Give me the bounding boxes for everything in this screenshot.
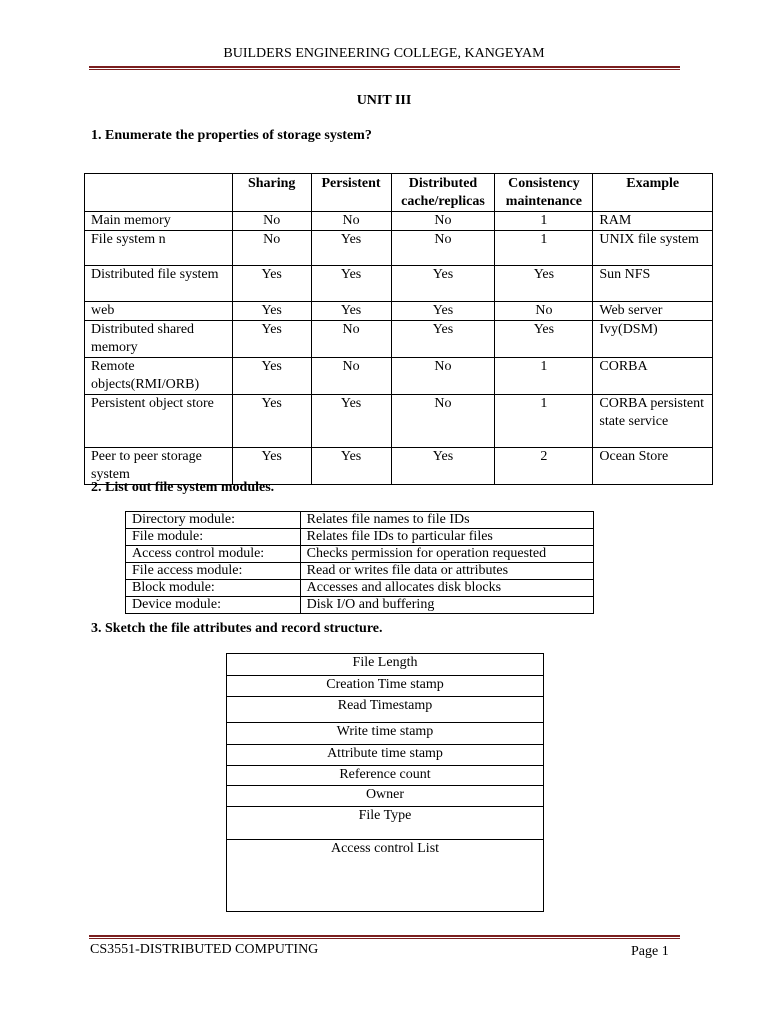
table-row (85, 212, 713, 231)
table-row (227, 723, 544, 745)
table-cell: Sun NFS (593, 266, 713, 302)
module-description: Accesses and allocates disk blocks (300, 580, 593, 597)
table-cell: No (311, 358, 391, 395)
column-header: Distributed cache/replicas (391, 174, 495, 212)
table-cell: Yes (232, 448, 311, 485)
attribute-cell: Attribute time stamp (227, 745, 544, 766)
table-cell: Yes (232, 266, 311, 302)
module-description: Checks permission for operation requested (300, 546, 593, 563)
table-cell: Persistent object store (85, 395, 233, 448)
module-name: File access module: (126, 563, 301, 580)
table-cell: No (495, 302, 593, 321)
table-cell: CORBA persistent state service (593, 395, 713, 448)
file-attribute-record-table (226, 653, 544, 912)
table-cell: 2 (495, 448, 593, 485)
attribute-cell: Creation Time stamp (227, 676, 544, 697)
table-cell: 1 (495, 395, 593, 448)
table-cell: 1 (495, 212, 593, 231)
page-number: Page 1 (631, 944, 669, 959)
table-row (85, 321, 713, 358)
table-cell: Yes (391, 321, 495, 358)
table-row (227, 654, 544, 676)
module-name: File module: (126, 529, 301, 546)
table-row (126, 597, 594, 614)
table-cell: 1 (495, 231, 593, 266)
table-row (126, 546, 594, 563)
attribute-cell: Write time stamp (227, 723, 544, 745)
table-row (227, 745, 544, 766)
header-rule-bottom (89, 69, 680, 70)
table-cell: Ivy(DSM) (593, 321, 713, 358)
table-cell: Yes (391, 448, 495, 485)
table-cell: Distributed file system (85, 266, 233, 302)
table-cell: Yes (311, 448, 391, 485)
table-row (227, 840, 544, 912)
table-cell: Yes (232, 302, 311, 321)
table-cell: No (232, 231, 311, 266)
footer-rule-bottom (89, 938, 680, 939)
table-row (227, 786, 544, 807)
table-row (85, 231, 713, 266)
table-cell: No (391, 212, 495, 231)
table-cell: Yes (391, 302, 495, 321)
table-cell: Main memory (85, 212, 233, 231)
table-row (227, 766, 544, 786)
table-cell: Remote objects(RMI/ORB) (85, 358, 233, 395)
column-header (85, 174, 233, 212)
table-cell: Yes (311, 231, 391, 266)
table-cell: Peer to peer storage system (85, 448, 233, 485)
table-cell: File system n (85, 231, 233, 266)
table-row (227, 697, 544, 723)
table-cell: No (391, 395, 495, 448)
table-row (126, 580, 594, 597)
module-description: Read or writes file data or attributes (300, 563, 593, 580)
file-system-modules-table (125, 511, 594, 614)
table-cell: Ocean Store (593, 448, 713, 485)
module-name: Directory module: (126, 512, 301, 529)
table-cell: 1 (495, 358, 593, 395)
table-header-row (85, 174, 713, 212)
question-3: 3. Sketch the file attributes and record structure. (91, 621, 383, 636)
table-cell: Web server (593, 302, 713, 321)
table-cell: Yes (311, 395, 391, 448)
table-cell: Yes (495, 321, 593, 358)
column-header: Persistent (311, 174, 391, 212)
unit-title: UNIT III (356, 93, 412, 108)
table-cell: Distributed shared memory (85, 321, 233, 358)
table-cell: No (311, 321, 391, 358)
attribute-cell: Owner (227, 786, 544, 807)
table-cell: Yes (391, 266, 495, 302)
module-name: Block module: (126, 580, 301, 597)
table-cell: Yes (311, 266, 391, 302)
storage-properties-table (84, 173, 713, 485)
header-college: BUILDERS ENGINEERING COLLEGE, KANGEYAM (223, 46, 545, 61)
question-1: 1. Enumerate the properties of storage system? (91, 128, 372, 143)
column-header: Sharing (232, 174, 311, 212)
table-row (126, 563, 594, 580)
module-name: Access control module: (126, 546, 301, 563)
table-cell: Yes (311, 302, 391, 321)
module-description: Disk I/O and buffering (300, 597, 593, 614)
table-row (85, 448, 713, 485)
table-cell: No (232, 212, 311, 231)
table-cell: No (311, 212, 391, 231)
table-cell: No (391, 358, 495, 395)
attribute-cell: Reference count (227, 766, 544, 786)
attribute-cell: Access control List (227, 840, 544, 912)
table-cell: RAM (593, 212, 713, 231)
footer-rule-top (89, 935, 680, 937)
module-description: Relates file IDs to particular files (300, 529, 593, 546)
table-cell: Yes (232, 395, 311, 448)
table-row (85, 395, 713, 448)
table-cell: web (85, 302, 233, 321)
table-row (85, 358, 713, 395)
table-row (85, 266, 713, 302)
footer-course: CS3551-DISTRIBUTED COMPUTING (90, 942, 319, 957)
table-row (126, 512, 594, 529)
table-cell: Yes (232, 358, 311, 395)
table-cell: Yes (495, 266, 593, 302)
table-row (85, 302, 713, 321)
attribute-cell: File Type (227, 807, 544, 840)
header-rule-top (89, 66, 680, 68)
column-header: Consistency maintenance (495, 174, 593, 212)
table-cell: UNIX file system (593, 231, 713, 266)
table-row (227, 676, 544, 697)
attribute-cell: File Length (227, 654, 544, 676)
table-row (126, 529, 594, 546)
module-name: Device module: (126, 597, 301, 614)
table-cell: CORBA (593, 358, 713, 395)
attribute-cell: Read Timestamp (227, 697, 544, 723)
table-cell: No (391, 231, 495, 266)
table-cell: Yes (232, 321, 311, 358)
table-row (227, 807, 544, 840)
module-description: Relates file names to file IDs (300, 512, 593, 529)
question-2: 2. List out file system modules. (91, 480, 275, 495)
column-header: Example (593, 174, 713, 212)
